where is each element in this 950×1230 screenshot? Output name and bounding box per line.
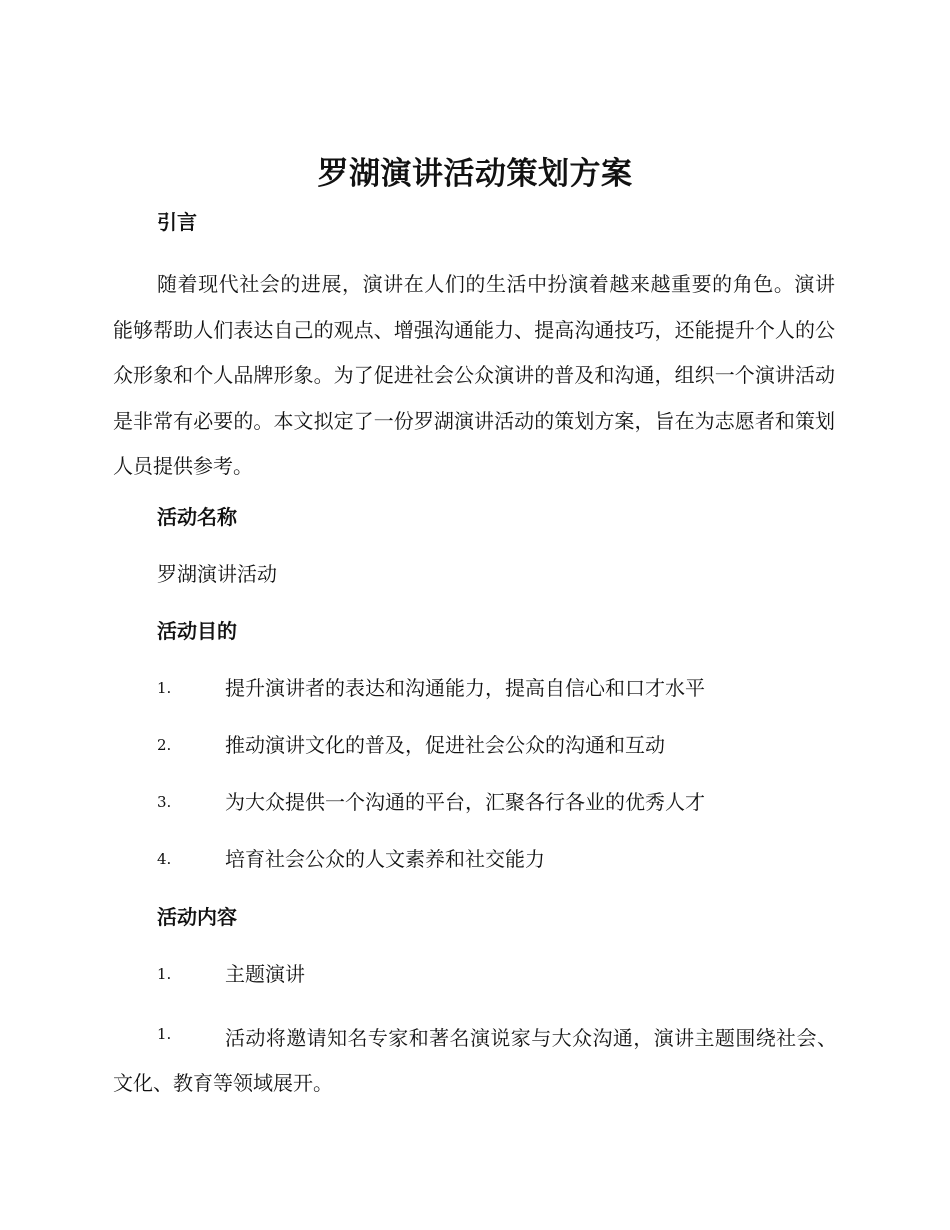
list-item-text: 提升演讲者的表达和沟通能力，提高自信心和口才水平 [225, 676, 705, 700]
section-heading-activity-name: 活动名称 [157, 505, 237, 529]
activity-name-text: 罗湖演讲活动 [157, 562, 277, 586]
intro-paragraph: 随着现代社会的进展，演讲在人们的生活中扮演着越来越重要的角色。演讲能够帮助人们表达自己的观点、增强沟通能力、提高沟通技巧，还能提升个人的公众形象和个人品牌形象。为了促进社会公众演讲的普及和沟通，组织一个演讲活动是非常有必要的。本文拟定了一份罗湖演讲活动的策划方案，旨在为志愿者和策划人员提供参考。 [113, 272, 835, 478]
list-item-text: 为大众提供一个沟通的平台，汇聚各行各业的优秀人才 [225, 790, 705, 814]
list-item-text: 活动将邀请知名专家和著名演说家与大众沟通，演讲主题围绕社会、文化、教育等领域展开。 [113, 1026, 837, 1095]
list-number: 1. [157, 965, 172, 983]
list-item-text: 主题演讲 [225, 962, 305, 986]
section-heading-intro: 引言 [157, 210, 197, 234]
content-sub-list-item [113, 1016, 837, 1106]
section-heading-goals: 活动目的 [157, 619, 237, 643]
goal-list-item [157, 844, 837, 874]
goal-list-item [157, 730, 837, 760]
list-number: 2. [157, 736, 172, 754]
content-list-item [157, 959, 837, 989]
list-item-text: 推动演讲文化的普及，促进社会公众的沟通和互动 [225, 733, 665, 757]
section-heading-content: 活动内容 [157, 905, 237, 929]
list-number: 4. [157, 850, 172, 868]
goal-list-item [157, 787, 837, 817]
list-number: 3. [157, 793, 172, 811]
goal-list-item [157, 673, 837, 703]
document-title: 罗湖演讲活动策划方案 [317, 156, 633, 192]
list-item-text: 培育社会公众的人文素养和社交能力 [225, 847, 545, 871]
list-number: 1. [157, 679, 172, 697]
list-number: 1. [157, 1025, 172, 1043]
